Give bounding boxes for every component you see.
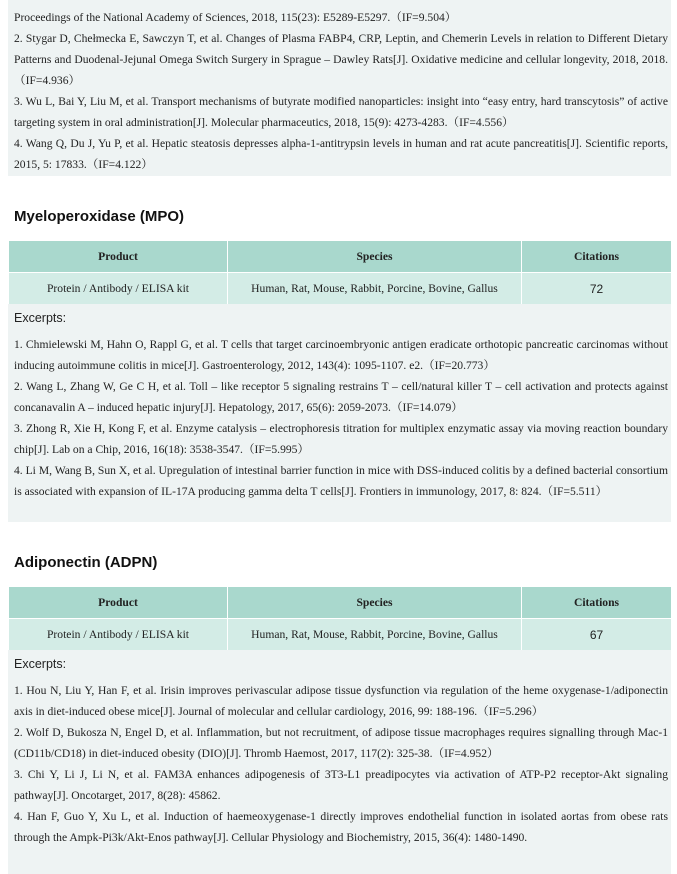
reference-item: 3. Chi Y, Li J, Li N, et al. FAM3A enhances adipogenesis of 3T3-L1 preadipocytes via activation of ATP-P2 receptor-Akt signaling pathway[J]. Oncotarget, 2017, 8(28): 45862.	[14, 768, 668, 802]
reference-item: Proceedings of the National Academy of Sciences, 2018, 115(23): E5289-E5297.（IF=9.504）	[14, 11, 457, 24]
section-title-mpo: Myeloperoxidase (MPO)	[14, 208, 185, 225]
adpn-product-table	[8, 586, 672, 651]
reference-item: 1. Chmielewski M, Hahn O, Rappl G, et al. T cells that target carcinoembryonic antigen eradicate orthotopic pancreatic carcinomas without inducing autoimmune colitis in mice[J]. Gastroenterology, 2012, 143(4): 1095-1107. e2.（IF=20.773）	[14, 338, 668, 372]
header-product: Product	[9, 587, 228, 619]
cell-product: Protein / Antibody / ELISA kit	[9, 273, 228, 305]
table-row	[9, 273, 672, 305]
reference-item: 2. Wang L, Zhang W, Ge C H, et al. Toll – like receptor 5 signaling restrains T – cell/natural killer T – cell activation and protects against concanavalin A – induced hepatic injury[J]. Hepatology, 2017, 65(6): 2059-2073.（IF=14.079）	[14, 380, 668, 414]
section-title-adpn: Adiponectin (ADPN)	[14, 554, 158, 571]
reference-item: 3. Wu L, Bai Y, Liu M, et al. Transport mechanisms of butyrate modified nanoparticles: insight into “easy entry, hard transcytosis” of active targeting system in oral administration[J]. Molecular pharmaceutics, 2018, 15(9): 4273-4283.（IF=4.556）	[14, 95, 668, 129]
header-citations: Citations	[522, 587, 672, 619]
header-species: Species	[228, 587, 522, 619]
reference-item: 3. Zhong R, Xie H, Kong F, et al. Enzyme catalysis – electrophoresis titration for multiplex enzymatic assay via moving reaction boundary chip[J]. Lab on a Chip, 2016, 16(18): 3538-3547.（IF=5.995）	[14, 422, 668, 456]
table-header-row	[9, 587, 672, 619]
reference-item: 1. Hou N, Liu Y, Han F, et al. Irisin improves perivascular adipose tissue dysfunction via regulation of the heme oxygenase-1/adiponectin axis in diet-induced obese mice[J]. Journal of molecular and cellular cardiology, 2016, 99: 188-196.（IF=5.296）	[14, 684, 668, 718]
cell-species: Human, Rat, Mouse, Rabbit, Porcine, Bovine, Gallus	[228, 273, 522, 305]
cell-citations: 67	[522, 619, 672, 651]
adpn-references-list	[14, 680, 668, 848]
reference-item: 2. Stygar D, Chełmecka E, Sawczyn T, et al. Changes of Plasma FABP4, CRP, Leptin, and Chemerin Levels in relation to Different Dietary Patterns and Duodenal-Jejunal Omega Switch Surgery in Sprague – Dawley Rats[J]. Oxidative medicine and cellular longevity, 2018, 2018.（IF=4.936）	[14, 32, 668, 87]
reference-item: 4. Wang Q, Du J, Yu P, et al. Hepatic steatosis depresses alpha-1-antitrypsin levels in human and rat acute pancreatitis[J]. Scientific reports, 2015, 5: 17833.（IF=4.122）	[14, 137, 668, 171]
cell-citations: 72	[522, 273, 672, 305]
cell-species: Human, Rat, Mouse, Rabbit, Porcine, Bovine, Gallus	[228, 619, 522, 651]
table-header-row	[9, 241, 672, 273]
header-species: Species	[228, 241, 522, 273]
reference-item: 2. Wolf D, Bukosza N, Engel D, et al. Inflammation, but not recruitment, of adipose tissue macrophages requires signalling through Mac-1 (CD11b/CD18) in diet-induced obesity (DIO)[J]. Thromb Haemost, 2017, 117(2): 325-38.（IF=4.952）	[14, 726, 668, 760]
cell-product: Protein / Antibody / ELISA kit	[9, 619, 228, 651]
table-row	[9, 619, 672, 651]
excerpts-label: Excerpts:	[14, 657, 67, 671]
reference-item: 4. Li M, Wang B, Sun X, et al. Upregulation of intestinal barrier function in mice with DSS-induced colitis by a defined bacterial consortium is associated with expansion of IL-17A producing gamma delta T cells[J]. Frontiers in immunology, 2017, 8: 824.（IF=5.511）	[14, 464, 668, 498]
reference-item: 4. Han F, Guo Y, Xu L, et al. Induction of haemeoxygenase-1 directly improves endothelial function in isolated aortas from obese rats through the Ampk-Pi3k/Akt-Enos pathway[J]. Cellular Physiology and Biochemistry, 2015, 36(4): 1480-1490.	[14, 810, 668, 844]
intro-references-list	[14, 7, 668, 175]
header-product: Product	[9, 241, 228, 273]
mpo-product-table	[8, 240, 672, 305]
header-citations: Citations	[522, 241, 672, 273]
excerpts-label: Excerpts:	[14, 311, 67, 325]
mpo-references-list	[14, 334, 668, 502]
